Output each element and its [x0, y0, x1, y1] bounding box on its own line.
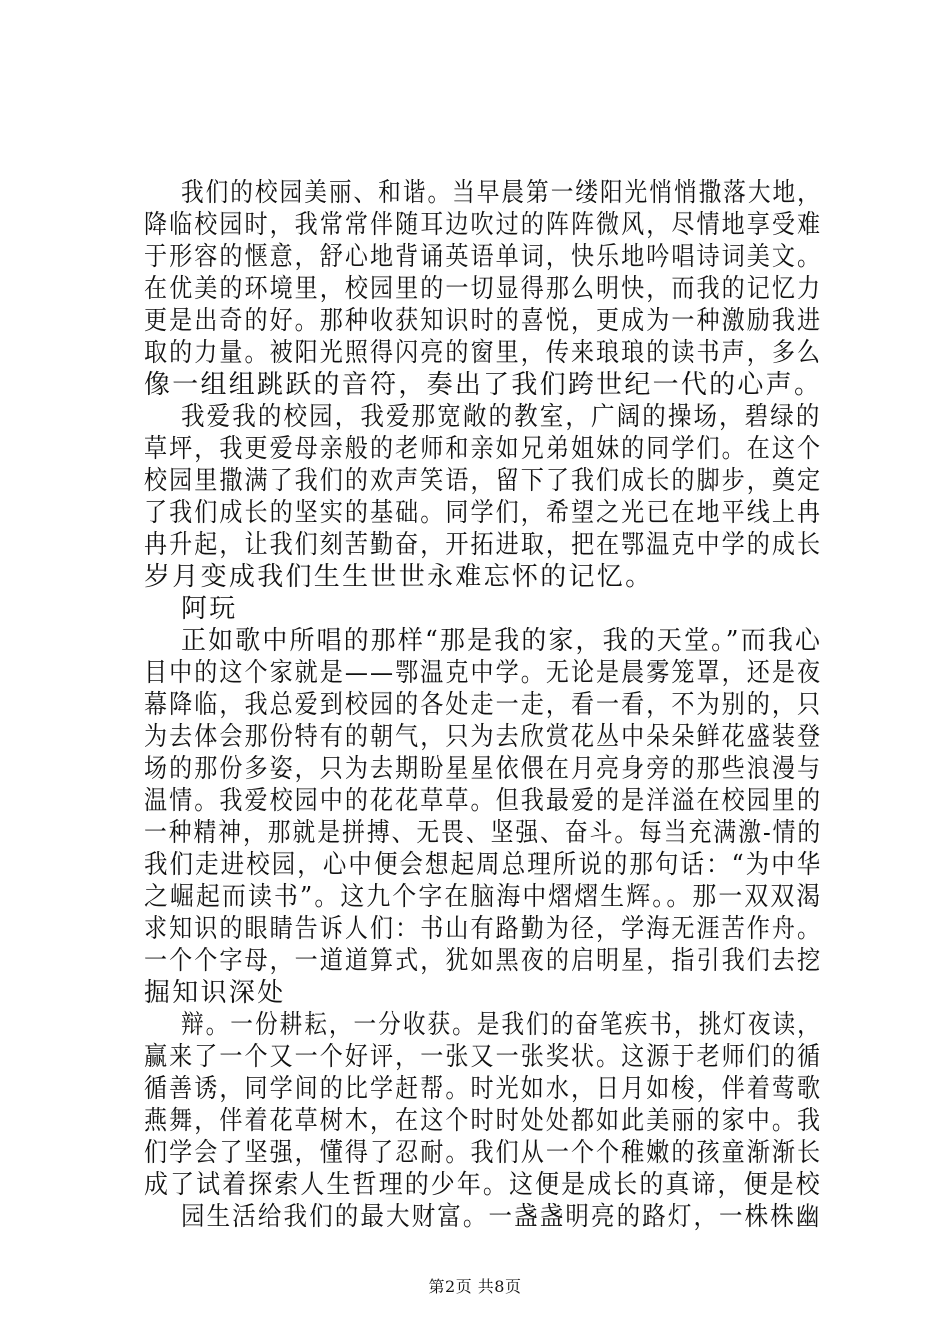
- text-line: 正如歌中所唱的那样“那是我的家，我的天堂。”而我心: [181, 626, 823, 656]
- text-line: 目中的这个家就是——鄂温克中学。无论是晨雾笼罩，还是夜: [144, 658, 823, 688]
- text-line: 在优美的环境里，校园里的一切显得那么明快，而我的记忆力: [144, 274, 823, 304]
- text-line: 我们的校园美丽、和谐。当早晨第一缕阳光悄悄撒落大地，: [181, 178, 822, 208]
- text-line: 之崛起而读书”。这九个字在脑海中熠熠生辉。。那一双双渴: [144, 882, 823, 912]
- text-line: 循善诱，同学间的比学赶帮。时光如水，日月如梭，伴着莺歌: [144, 1074, 823, 1104]
- text-line: 于形容的惬意，舒心地背诵英语单词，快乐地吟唱诗词美文。: [144, 242, 823, 272]
- text-line: 为去体会那份特有的朝气，只为去欣赏花丛中朵朵鲜花盛装登: [144, 722, 823, 752]
- page-number-footer: 第2页 共8页: [428, 1277, 522, 1296]
- text-line: 岁月变成我们生生世世永难忘怀的记忆。: [144, 562, 654, 592]
- text-line: 园生活给我们的最大财富。一盏盏明亮的路灯，一株株幽: [181, 1202, 822, 1232]
- text-line: 我们走进校园，心中便会想起周总理所说的那句话：“为中华: [144, 850, 823, 880]
- text-line: 冉升起，让我们刻苦勤奋，开拓进取，把在鄂温克中学的成长: [144, 530, 823, 560]
- text-line: 一种精神，那就是拼搏、无畏、坚强、奋斗。每当充满激-情的: [144, 818, 823, 848]
- text-line: 像一组组跳跃的音符，奏出了我们跨世纪一代的心声。: [144, 370, 823, 400]
- text-line: 降临校园时，我常常伴随耳边吹过的阵阵微风，尽情地享受难: [144, 210, 823, 240]
- text-line: 辩。一份耕耘，一分收获。是我们的奋笔疾书，挑灯夜读，: [181, 1010, 822, 1040]
- text-line: 校园里撒满了我们的欢声笑语，留下了我们成长的脚步，奠定: [144, 466, 823, 496]
- text-line: 燕舞，伴着花草树木，在这个时时处处都如此美丽的家中。我: [144, 1106, 823, 1136]
- text-line: 了我们成长的坚实的基础。同学们，希望之光已在地平线上冉: [144, 498, 823, 528]
- text-line: 取的力量。被阳光照得闪亮的窗里，传来琅琅的读书声，多么: [144, 338, 823, 368]
- text-line: 一个个字母，一道道算式，犹如黑夜的启明星，指引我们去挖: [144, 946, 823, 976]
- text-line: 阿玩: [181, 594, 238, 624]
- text-line: 更是出奇的好。那种收获知识时的喜悦，更成为一种激励我进: [144, 306, 823, 336]
- text-line: 们学会了坚强，懂得了忍耐。我们从一个个稚嫩的孩童渐渐长: [144, 1138, 823, 1168]
- text-line: 掘知识深处: [144, 978, 286, 1008]
- text-line: 成了试着探索人生哲理的少年。这便是成长的真谛，便是校: [144, 1170, 822, 1200]
- text-line: 草坪，我更爱母亲般的老师和亲如兄弟姐妹的同学们。在这个: [144, 434, 823, 464]
- text-line: 温情。我爱校园中的花花草草。但我最爱的是洋溢在校园里的: [144, 786, 823, 816]
- text-line: 求知识的眼睛告诉人们：书山有路勤为径，学海无涯苦作舟。: [144, 914, 823, 944]
- text-line: 场的那份多姿，只为去期盼星星依偎在月亮身旁的那些浪漫与: [144, 754, 823, 784]
- text-line: 赢来了一个又一个好评，一张又一张奖状。这源于老师们的循: [144, 1042, 823, 1072]
- text-line: 幕降临，我总爱到校园的各处走一走，看一看，不为别的，只: [144, 690, 823, 720]
- text-line: 我爱我的校园，我爱那宽敞的教室，广阔的操场，碧绿的: [181, 402, 822, 432]
